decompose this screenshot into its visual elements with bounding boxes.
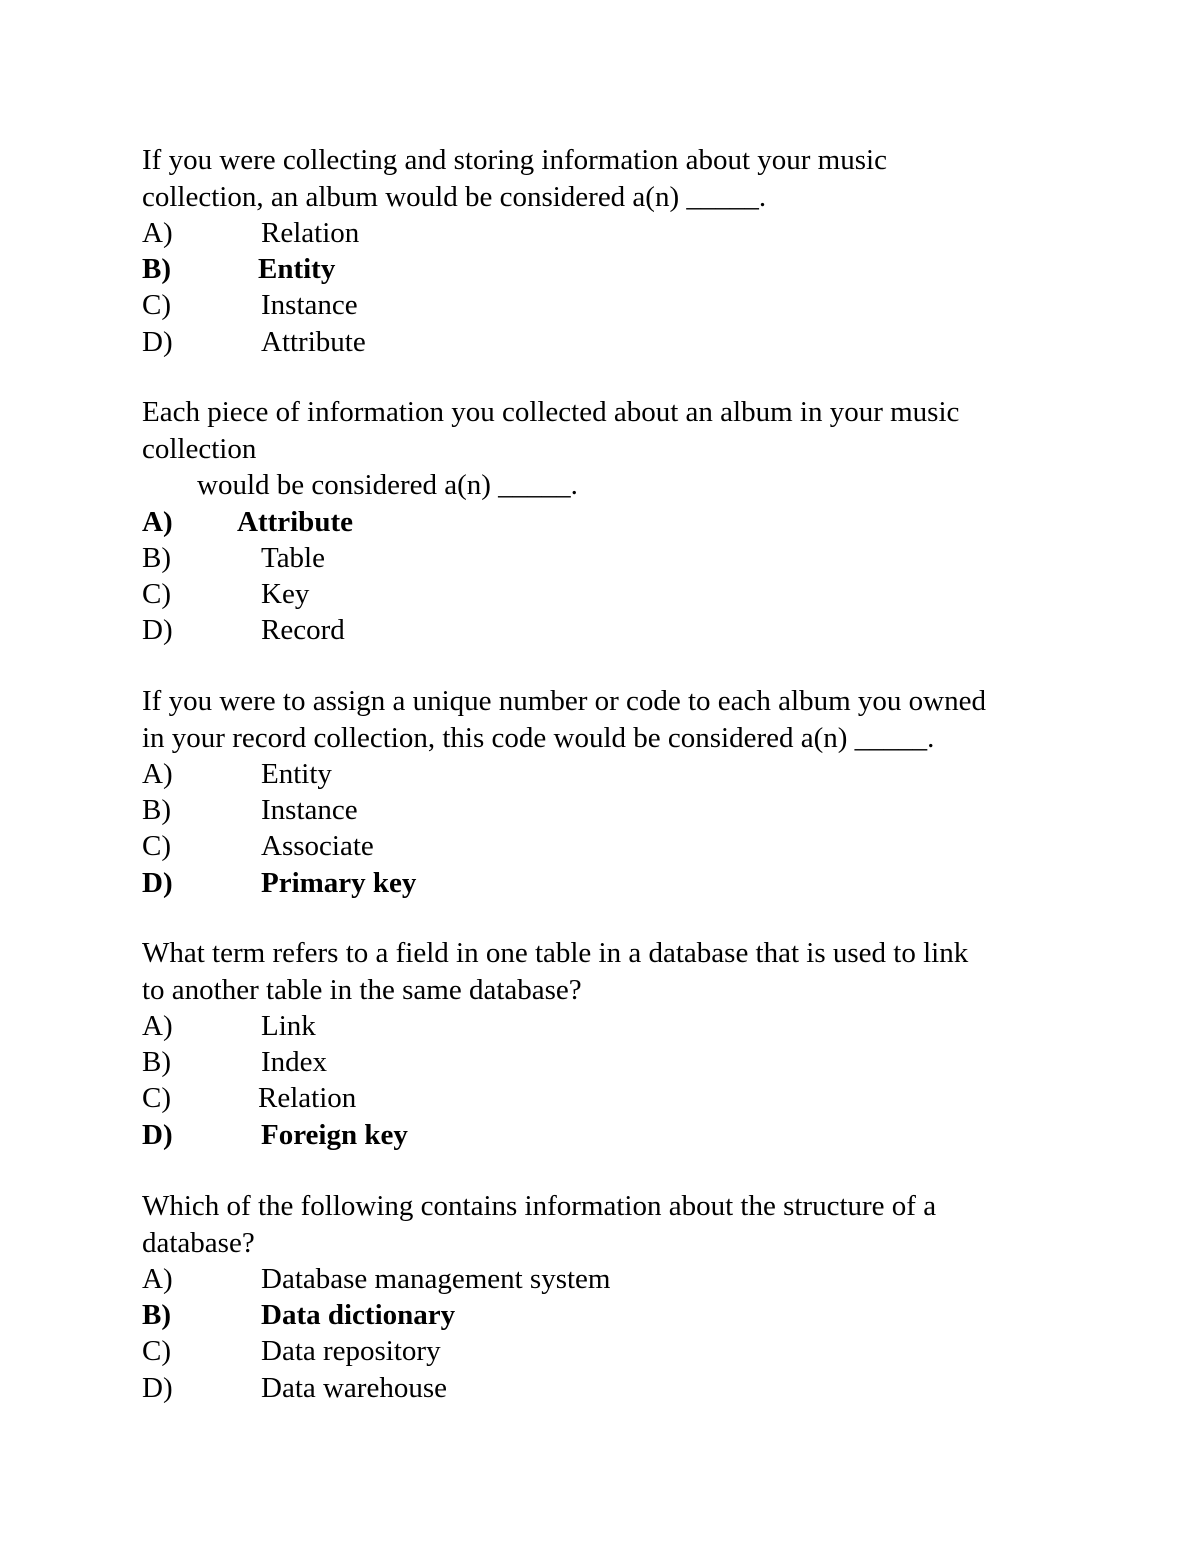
option-letter: D) xyxy=(142,1371,173,1404)
correct-answer-option xyxy=(142,1117,1082,1153)
question-stem-line: collection, an album would be considered a(n) _____. xyxy=(142,180,767,213)
answer-option xyxy=(142,215,1082,251)
question-stem-line: would be considered a(n) _____. xyxy=(197,469,578,501)
option-text: Database management system xyxy=(261,1263,611,1295)
option-letter: A) xyxy=(142,1263,173,1295)
option-letter: C) xyxy=(142,577,171,610)
correct-answer-option xyxy=(142,504,1082,540)
option-text: Link xyxy=(261,1010,316,1042)
option-text: Data repository xyxy=(261,1335,441,1368)
answer-option xyxy=(142,576,1082,612)
option-text: Instance xyxy=(261,289,358,322)
option-text: Entity xyxy=(261,758,332,790)
option-letter: D) xyxy=(142,866,173,899)
correct-answer-option xyxy=(142,251,1082,287)
question-stem-line: collection xyxy=(142,432,257,465)
answer-option xyxy=(142,612,1082,648)
option-letter: B) xyxy=(142,1046,171,1079)
option-letter: B) xyxy=(142,253,171,286)
option-letter: C) xyxy=(142,1082,171,1115)
question-stem-line: If you were to assign a unique number or code to each album you owned xyxy=(142,685,986,717)
answer-option xyxy=(142,287,1082,323)
option-text: Relation xyxy=(258,1082,357,1115)
question-stem-line: to another table in the same database? xyxy=(142,973,582,1006)
question-stem-line: If you were collecting and storing information about your music xyxy=(142,144,887,176)
correct-answer-option xyxy=(142,1297,1082,1333)
option-text: Entity xyxy=(258,253,336,286)
answer-option xyxy=(142,756,1082,792)
option-text: Associate xyxy=(261,830,374,863)
answer-option xyxy=(142,1261,1082,1297)
option-letter: B) xyxy=(142,541,171,574)
option-letter: A) xyxy=(142,217,173,249)
question-stem-line: Which of the following contains information about the structure of a xyxy=(142,1190,937,1222)
option-text: Attribute xyxy=(237,505,353,538)
question-stem-line: What term refers to a field in one table in a database that is used to link xyxy=(142,937,969,969)
option-text: Relation xyxy=(261,217,360,249)
question-stem-line: database? xyxy=(142,1226,255,1259)
correct-answer-option xyxy=(142,865,1082,901)
option-letter: C) xyxy=(142,289,171,322)
option-text: Key xyxy=(261,577,310,610)
answer-option xyxy=(142,792,1082,828)
answer-option xyxy=(142,1370,1082,1406)
option-text: Instance xyxy=(261,794,358,827)
answer-option xyxy=(142,1008,1082,1044)
question-stem-line: in your record collection, this code would be considered a(n) _____. xyxy=(142,721,935,754)
answer-option xyxy=(142,324,1082,360)
option-text: Foreign key xyxy=(261,1118,408,1151)
option-text: Record xyxy=(261,614,345,647)
answer-option xyxy=(142,1333,1082,1369)
option-text: Table xyxy=(261,541,325,574)
option-letter: A) xyxy=(142,1010,173,1042)
answer-option xyxy=(142,1044,1082,1080)
option-text: Primary key xyxy=(261,866,417,899)
question-stem-line: Each piece of information you collected about an album in your music xyxy=(142,396,960,428)
option-letter: B) xyxy=(142,1299,171,1332)
option-letter: B) xyxy=(142,794,171,827)
question-2 xyxy=(142,394,1082,648)
answer-option xyxy=(142,828,1082,864)
option-letter: C) xyxy=(142,830,171,863)
option-text: Attribute xyxy=(261,325,366,358)
question-1 xyxy=(142,142,1082,360)
option-text: Data warehouse xyxy=(261,1371,447,1404)
answer-option xyxy=(142,1080,1082,1116)
option-letter: D) xyxy=(142,614,173,647)
option-letter: A) xyxy=(142,758,173,790)
option-letter: D) xyxy=(142,1118,173,1151)
option-letter: D) xyxy=(142,325,173,358)
question-5 xyxy=(142,1188,1082,1406)
question-4 xyxy=(142,935,1082,1153)
answer-option xyxy=(142,540,1082,576)
option-text: Data dictionary xyxy=(261,1299,456,1332)
option-text: Index xyxy=(261,1046,328,1079)
option-letter: C) xyxy=(142,1335,171,1368)
option-letter: A) xyxy=(142,505,173,538)
question-3 xyxy=(142,683,1082,901)
